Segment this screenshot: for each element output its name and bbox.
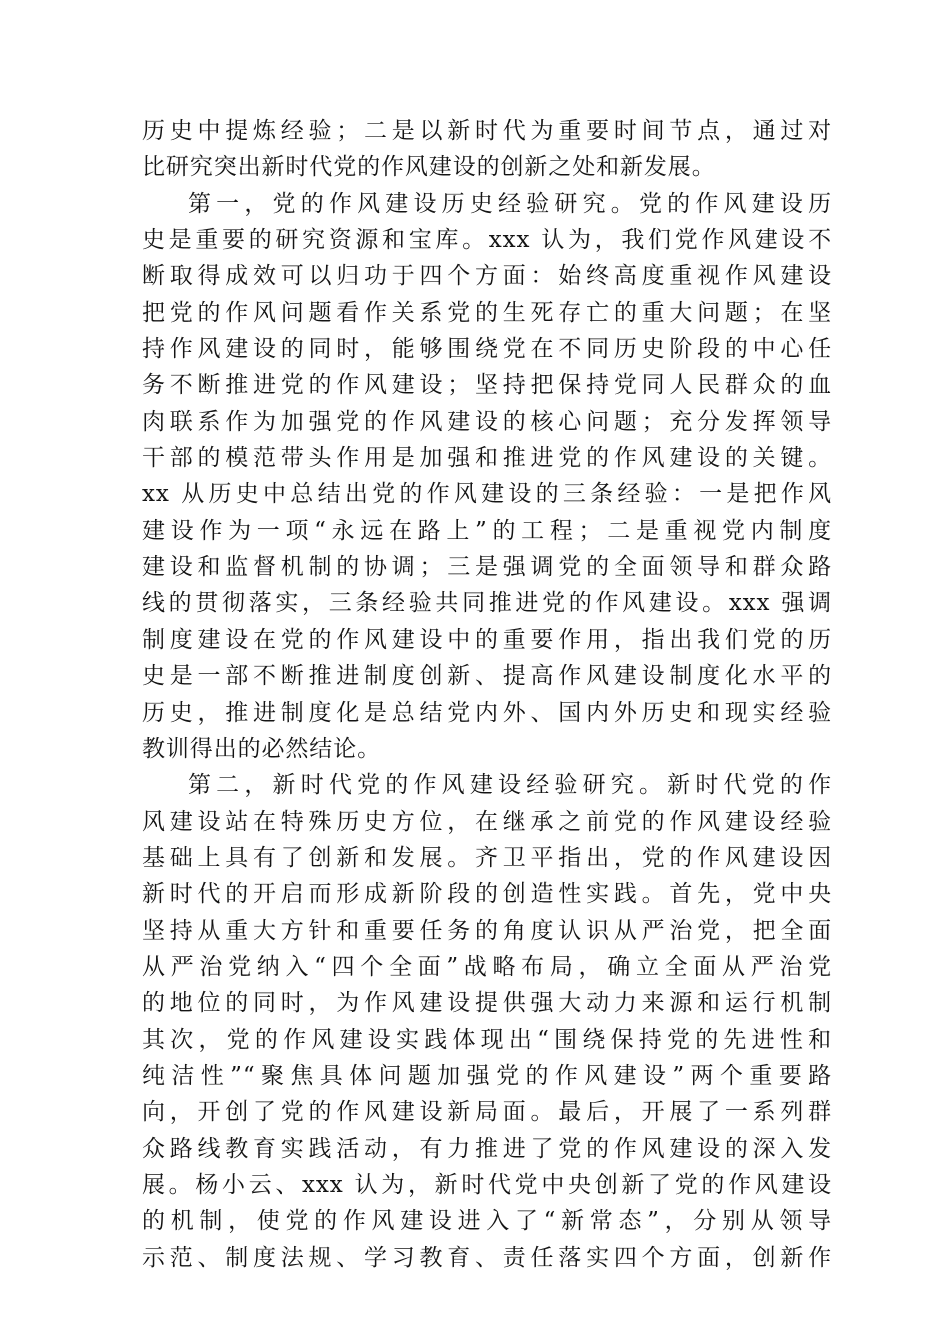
text-line: 历史，推进制度化是总结党内外、国内外历史和现实经验 <box>142 699 832 726</box>
text-line: 干部的模范带头作用是加强和推进党的作风建设的关键。 <box>142 445 832 472</box>
text-line: 断取得成效可以归功于四个方面：始终高度重视作风建设 <box>142 263 832 290</box>
text-line: 教训得出的必然结论。 <box>142 735 381 762</box>
text-line: 第二，新时代党的作风建设经验研究。新时代党的作 <box>188 772 832 799</box>
text-line: 线的贯彻落实，三条经验共同推进党的作风建设。xxx 强调 <box>142 590 832 617</box>
text-line: 示范、制度法规、学习教育、责任落实四个方面，创新作 <box>142 1244 832 1271</box>
text-line: 史是一部不断推进制度创新、提高作风建设制度化水平的 <box>142 663 832 690</box>
text-line: 风建设站在特殊历史方位，在继承之前党的作风建设经验 <box>142 808 832 835</box>
text-line: 基础上具有了创新和发展。齐卫平指出，党的作风建设因 <box>142 844 832 871</box>
text-line: 把党的作风问题看作关系党的生死存亡的重大问题；在坚 <box>142 299 832 326</box>
text-line: 的机制，使党的作风建设进入了“新常态”，分别从领导 <box>142 1208 832 1235</box>
text-line: 史是重要的研究资源和宝库。xxx 认为，我们党作风建设不 <box>142 227 832 254</box>
document-body-text <box>142 113 832 1276</box>
text-line: 建设作为一项“永远在路上”的工程；二是重视党内制度 <box>142 517 832 544</box>
text-line: 坚持从重大方针和重要任务的角度认识从严治党，把全面 <box>142 917 832 944</box>
text-line: 的地位的同时，为作风建设提供强大动力来源和运行机制 <box>142 990 832 1017</box>
text-line: 其次，党的作风建设实践体现出“围绕保持党的先进性和 <box>142 1026 832 1053</box>
text-line: 众路线教育实践活动，有力推进了党的作风建设的深入发 <box>142 1135 832 1162</box>
text-line: 建设和监督机制的协调；三是强调党的全面领导和群众路 <box>142 554 832 581</box>
text-line: 肉联系作为加强党的作风建设的核心问题；充分发挥领导 <box>142 408 832 435</box>
text-line: 持作风建设的同时，能够围绕党在不同历史阶段的中心任 <box>142 336 832 363</box>
text-line: 展。杨小云、xxx 认为，新时代党中央创新了党的作风建设 <box>142 1171 832 1198</box>
text-line: 比研究突出新时代党的作风建设的创新之处和新发展。 <box>142 154 716 181</box>
text-line: xx 从历史中总结出党的作风建设的三条经验：一是把作风 <box>142 481 832 508</box>
text-line: 从严治党纳入“四个全面”战略布局，确立全面从严治党 <box>142 953 832 980</box>
text-line: 向，开创了党的作风建设新局面。最后，开展了一系列群 <box>142 1099 832 1126</box>
text-line: 务不断推进党的作风建设；坚持把保持党同人民群众的血 <box>142 372 832 399</box>
text-line: 制度建设在党的作风建设中的重要作用，指出我们党的历 <box>142 626 832 653</box>
text-line: 新时代的开启而形成新阶段的创造性实践。首先，党中央 <box>142 881 832 908</box>
text-line: 纯洁性”“聚焦具体问题加强党的作风建设”两个重要路 <box>142 1062 832 1089</box>
text-line: 第一，党的作风建设历史经验研究。党的作风建设历 <box>188 190 832 217</box>
text-line: 历史中提炼经验；二是以新时代为重要时间节点，通过对 <box>142 118 832 144</box>
